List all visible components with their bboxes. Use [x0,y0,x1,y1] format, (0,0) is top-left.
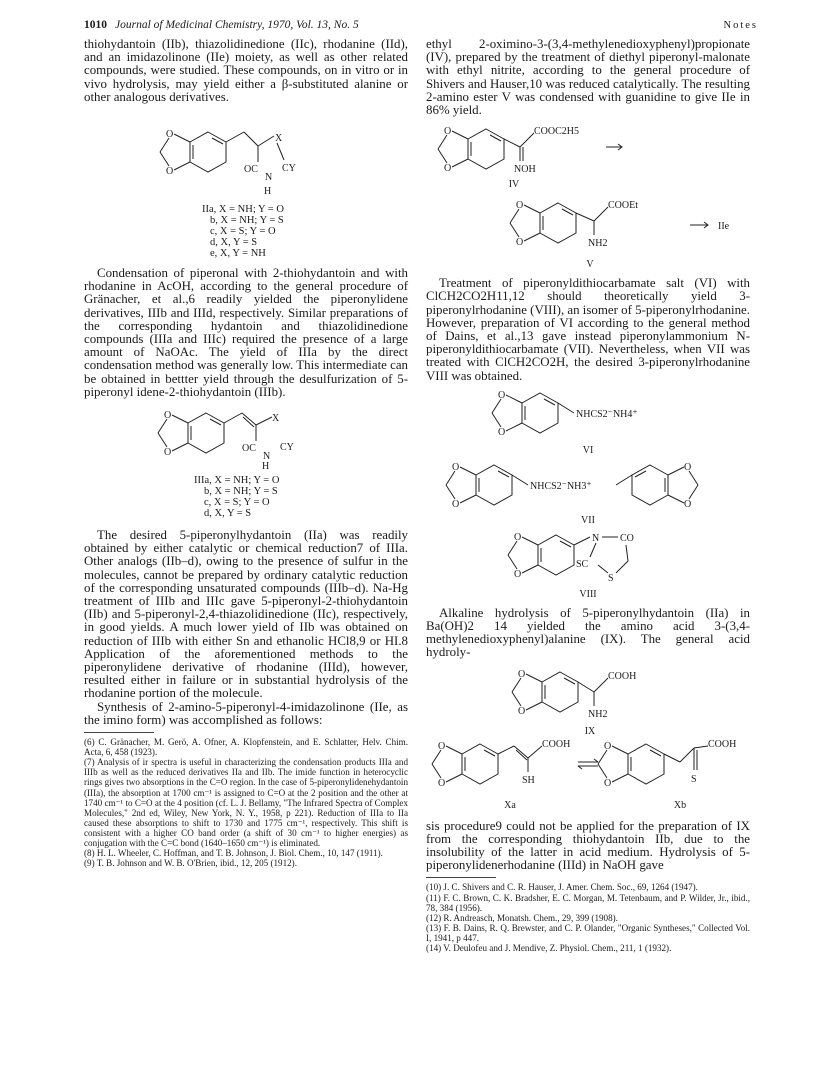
running-header [84,16,758,34]
benzene-ring [522,393,558,433]
atom-o: O [498,389,506,401]
footnote-7: (7) Analysis of ir spectra is useful in characterizing the condensation products IIIa and IIIb as well as the reduced derivatives IIa and IIb. The imide function in heterocyclic rings gives two absorptions in the C=O region. In the case of 5-piperonylidenehydantoin (IIIa), the absorption at 1700 cm⁻¹ is assigned to C=O at the 2 position and the other at 1740 cm⁻¹ to C=O at the 4 position (cf. L. J. Bellamy, "The Infrared Spectra of Complex Molecules," 2nd ed, Wiley, New York, N. Y., 1958, p 221). Reduction of IIIa to IIa caused these absorptions to shift to 1730 and 1775 cm⁻¹, respectively. This shift is consistent with a higher CO band order (a shift of 30 cm⁻¹ to higher energies) as conjugation with the C=C bond (1640–1650 cm⁻¹) is eliminated. [84,757,408,849]
atom-h: H [262,461,270,472]
atom-o: O [452,461,460,473]
compound-label: VIII [579,588,597,600]
left-paragraph-2: Condensation of piperonal with 2-thiohydantoin and with rhodanine in AcOH, according to the general procedure of Gränacher, et al.,6 readily yielded the piperonylidene derivatives, IIIb and IIId, respectively. Similar preparations of the corresponding hydantoin and thiazolidinedione compounds (IIIa and IIIc) required the presence of a large amount of NaOAc. The yield of IIIa by the direct condensation method was generally low. This intermediate can be obtained in bettter yield through the desulfurization of 5-piperonyl idene-2-thiohydantoin (IIIb). [84,266,408,399]
atom-x: X [272,413,280,425]
compound-label: Xb [673,799,687,811]
section-label: Notes [723,19,758,31]
atom-s: S [691,773,697,785]
dithiocarbamate-group: NHCS2⁻NH3⁺ [530,480,592,492]
left-paragraph-3: The desired 5-piperonylhydantoin (IIa) was readily obtained by either catalytic or chemical reduction7 of IIIa. Other analogs (IIb–d), owing to the presence of sulfur in the molecules, cannot be prepared by ordinary catalytic reduction of the corresponding unsaturated compounds (IIIb–d). Na-Hg treatment of IIIb and IIIc gave 5-piperonyl-2-thiohydantoin (IIb) and 5-piperonyl-2,4-thiazolidinedione (IIc), respectively, in good yields. A much lower yield of IIb was obtained on reduction of IIIb with either Sn and ethanolic HCl8,9 or HI.8 Application of the aforementioned methods to the piperonylidene derivative of rhodanine (IIId), however, resulted either in failure or in substantial hydrolysis of the rhodanine portion of the molecule. [84,528,408,701]
atom-o: O [164,410,172,422]
compound-list-II: IIa, X = NH; Y = O b, X = NH; Y = S c, X = S; Y = O d, X, Y = S e, X, Y = NH [202,204,284,260]
compound-label: VII [581,514,595,526]
benzene-ring [538,535,574,575]
atom-o: O [514,568,522,580]
footnote-9: (9) T. B. Johnson and W. B. O'Brien, ibid., 12, 205 (1912). [84,858,297,869]
thiol-group: SH [522,774,535,786]
atom-o: O [604,740,612,752]
group-sc: SC [576,558,589,570]
atom-o: O [498,426,506,438]
group-cy: CY [282,163,296,175]
atom-o: O [516,237,524,249]
benzene-ring [628,744,664,784]
atom-o: O [514,531,522,543]
dithiocarbamate-group: NHCS2⁻NH4⁺ [576,408,638,420]
ester-group: COOC2H5 [534,126,580,138]
structure-III [146,405,346,471]
footnote-rule [426,877,496,878]
left-paragraph-4: Synthesis of 2-amino-5-piperonyl-4-imidazolinone (IIe, as the imino form) was accomplished as follows: [84,699,408,727]
carboxyl-group: COOH [542,738,571,750]
benzene-ring [540,203,576,243]
structures-IX-X [428,666,748,814]
left-paragraph-1: thiohydantoin (IIb), thiazolidinedione (IIc), rhodanine (IId), and an imidazolinone (IIe) moiety, as well as other related compounds, were studied. These compounds, on in vitro or in vivo hydrolysis, may yield either a β-substituted alanine or other analogous derivatives. [84,37,408,104]
footnote-8: (8) H. L. Wheeler, C. Hoffman, and T. B. Johnson, J. Biol. Chem., 10, 147 (1911). [84,848,383,859]
atom-o: O [604,777,612,789]
group-cy: CY [280,442,294,454]
benzene-ring [462,744,498,784]
right-paragraph-3: Alkaline hydrolysis of 5-piperonylhydantoin (IIa) in Ba(OH)2 14 yielded the amino acid 3-(3,4-methylenedioxyphenyl)alanine (IX). The general acid hydroly- [426,605,750,660]
atom-x: X [275,133,283,145]
right-column [426,38,750,953]
structures-VI-VIII [428,389,748,601]
benzene-ring [542,672,578,712]
page-number: 1010 [84,19,107,31]
ester-group: COOEt [608,200,638,212]
amino-group: NH2 [588,238,608,250]
footnote-13: (13) F. B. Dains, R. Q. Brewster, and C. P. Olander, "Organic Syntheses," Collected Vol. I, 1941, p 447. [426,922,750,943]
atom-o: O [166,129,174,141]
footnote-6: (6) C. Gränacher, M. Gerö, A. Ofner, A. Klopfenstein, and E. Schlatter, Helv. Chim. Acta, 6, 458 (1923). [84,737,408,758]
atom-n: N [265,172,273,184]
compound-list-III: IIIa, X = NH; Y = O b, X = NH; Y = S c, X = S; Y = O d, X, Y = S [194,475,280,520]
benzene-ring [632,465,668,505]
atom-o: O [444,163,452,175]
benzene-ring [188,413,224,453]
compound-label: VI [582,444,594,456]
left-column [84,38,408,868]
compound-label: Xa [504,799,516,811]
product-label: IIe [718,221,730,233]
structure-II [146,110,346,202]
right-paragraph-1: ethyl 2-oximino-3-(3,4-methylenedioxyphenyl)propionate (IV), prepared by the treatment of diethyl piperonyl-malonate with ethyl nitrite, according to the general procedure of Shivers and Hauser,10 was reduced catalytically. The resulting 2-amino ester V was condensed with guanidine to give IIe in 86% yield. [426,37,750,118]
atom-o: O [166,166,174,178]
atom-o: O [684,498,692,510]
atom-o: O [438,777,446,789]
group-oc: OC [242,443,256,455]
atom-o: O [438,740,446,752]
atom-o: O [444,126,452,138]
benzene-ring [476,465,512,505]
benzene-ring [190,132,226,172]
carboxyl-group: COOH [708,738,737,750]
atom-n: N [592,532,600,544]
atom-h: H [264,186,272,198]
atom-o: O [164,447,172,459]
carboxyl-group: COOH [608,670,637,682]
atom-s: S [608,572,614,584]
scheme-IV-V [428,123,748,271]
amino-group: NH2 [588,708,608,720]
compound-label: IV [508,179,520,191]
atom-o: O [684,461,692,473]
atom-o: O [518,668,526,680]
atom-o: O [518,705,526,717]
footnote-12: (12) R. Andreasch, Monatsh. Chem., 29, 399 (1908). [426,912,618,923]
atom-o: O [516,200,524,212]
oxime-group: NOH [514,164,536,176]
group-oc: OC [244,164,258,176]
footnote-10: (10) J. C. Shivers and C. R. Hauser, J. Amer. Chem. Soc., 69, 1264 (1947). [426,882,698,893]
group-co: CO [620,532,634,544]
compound-label: IX [584,725,596,737]
compound-label: V [586,259,594,271]
right-paragraph-2: Treatment of piperonyldithiocarbamate salt (VI) with ClCH2CO2H11,12 should theoretically yield 3-piperonylrhodanine (VIII), an isomer of 5-piperonylrhodanine. However, preparation of VI according to the general method of Dains, et al.,13 gave instead piperonylammonium N-piperonyldithiocarbamate (VII). Nevertheless, when VII was treated with ClCH2CO2H, the desired 3-piperonylrhodanine VIII was obtained. [426,276,750,383]
footnote-14: (14) V. Deulofeu and J. Mendive, Z. Physiol. Chem., 211, 1 (1932). [426,943,672,954]
journal-citation: Journal of Medicinal Chemistry, 1970, Vol. 13, No. 5 [115,19,359,31]
benzene-ring [468,129,504,169]
atom-o: O [452,498,460,510]
atom-n: N [263,451,271,463]
footnote-11: (11) F. C. Brown, C. K. Bradsher, E. C. Morgan, M. Tetenbaum, and P. Wilder, Jr., ibid., 78, 384 (1956). [426,892,750,913]
footnote-rule [84,732,154,733]
right-paragraph-4: sis procedure9 could not be applied for the preparation of IX from the corresponding thiohydantoin IIb, due to the insolubility of the latter in acid medium. Hydrolysis of 5-piperonylidenerhodanine (IIId) in NaOH gave [426,818,750,873]
